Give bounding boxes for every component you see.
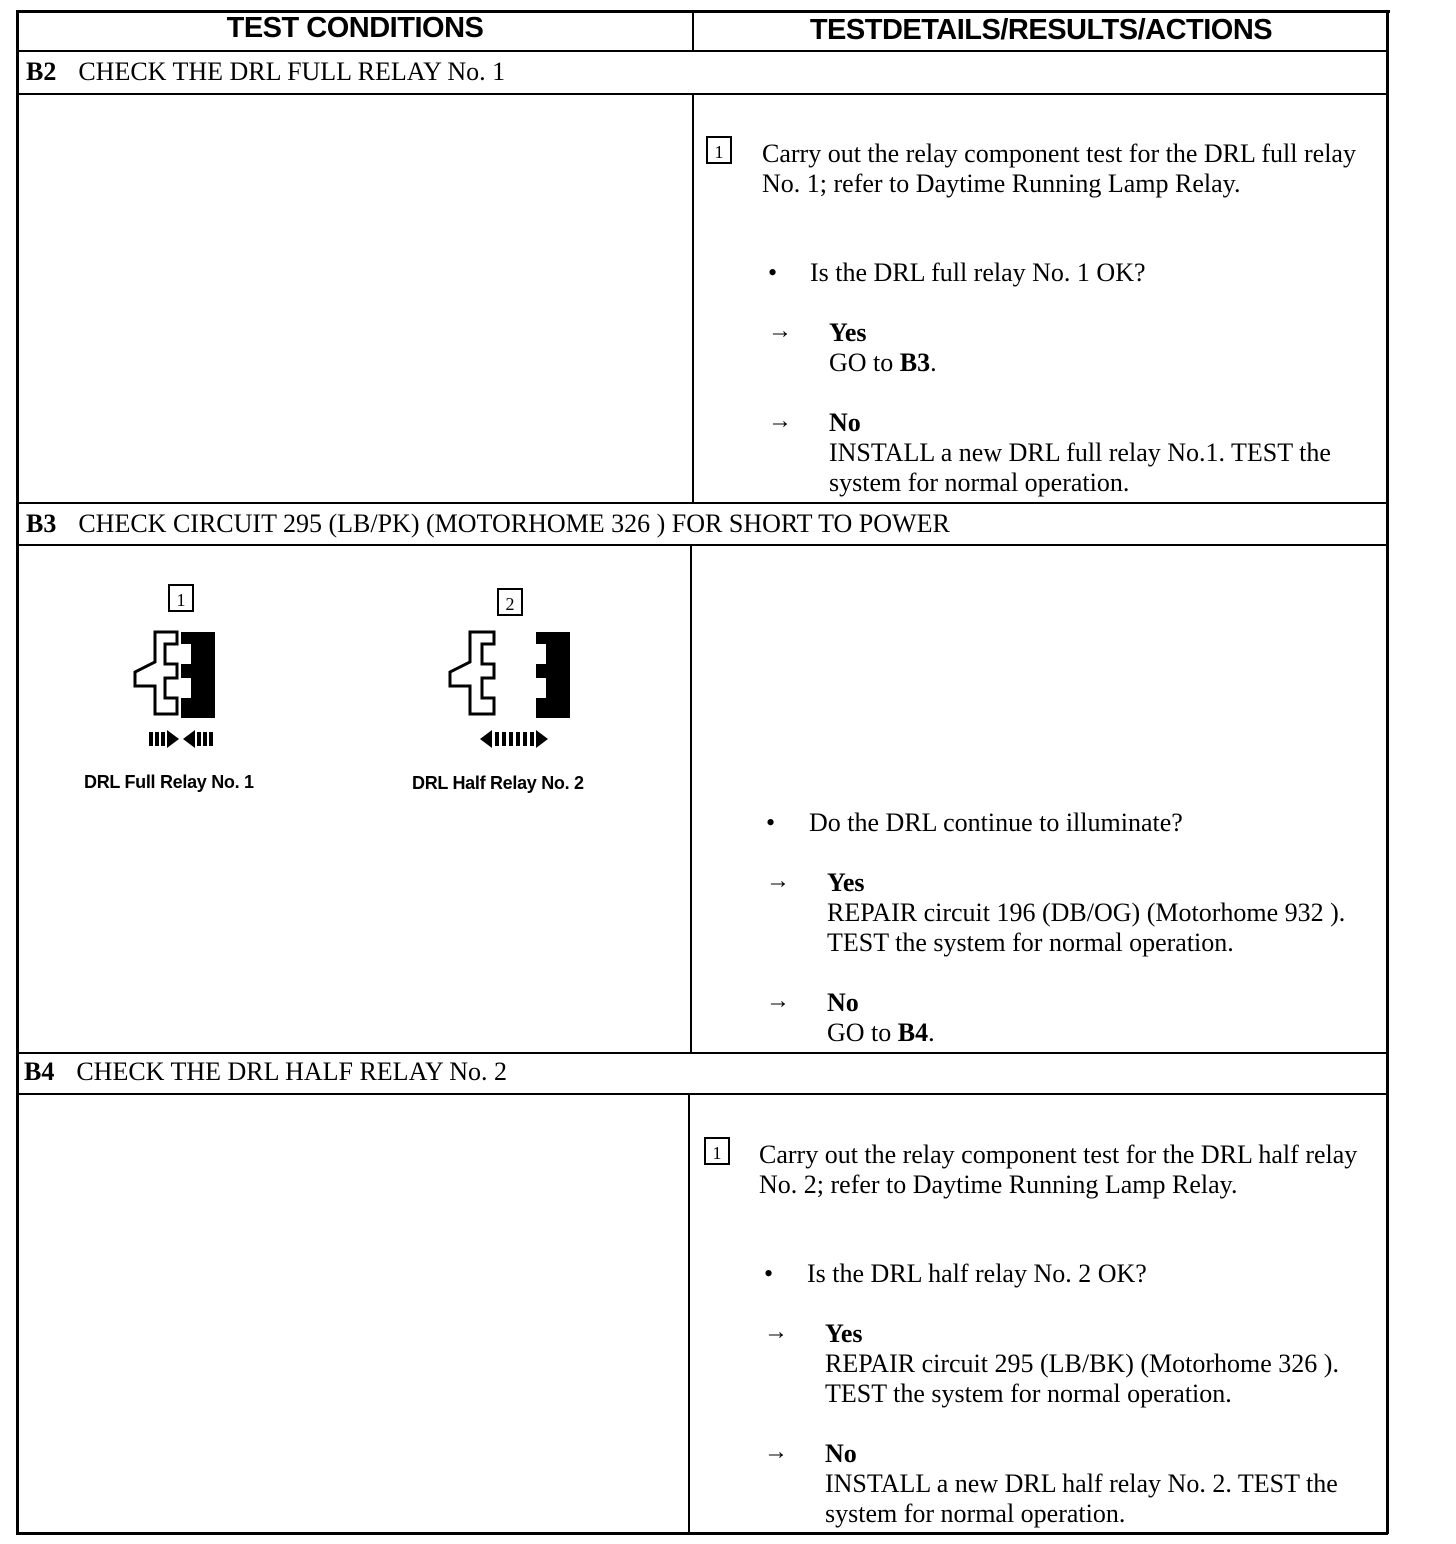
b2-bottom-divider — [18, 502, 1388, 504]
b4-no-arrow-icon: → — [764, 1439, 788, 1465]
b4-no-label: No — [825, 1439, 857, 1468]
b3-title-text: CHECK CIRCUIT 295 (LB/PK) (MOTORHOME 326 ) FOR SHORT TO POWER — [78, 509, 950, 538]
b2-no-label: No — [829, 408, 861, 437]
border-left — [16, 10, 19, 1534]
b3-yes-answer — [827, 868, 1379, 958]
header-test-details: TESTDETAILS/RESULTS/ACTIONS — [809, 14, 1273, 46]
b2-code: B2 — [26, 57, 57, 86]
b2-yes-answer — [829, 318, 1369, 378]
b3-bottom-divider — [18, 1052, 1388, 1054]
b4-yes-answer — [825, 1319, 1377, 1409]
col-divider-b3 — [690, 544, 692, 1054]
b4-question: Is the DRL half relay No. 2 OK? — [807, 1259, 1147, 1288]
b2-title-divider — [18, 93, 1388, 95]
b2-no-answer — [829, 408, 1374, 498]
b3-question-bullet: • — [766, 808, 776, 837]
b2-title-text: CHECK THE DRL FULL RELAY No. 1 — [78, 57, 506, 86]
b4-question-bullet: • — [764, 1259, 774, 1288]
b3-yes-label: Yes — [827, 868, 865, 897]
b3-figure-2-caption: DRL Half Relay No. 2 — [412, 773, 584, 793]
b4-step-text: Carry out the relay component test for the DRL half relay No. 2; refer to Daytime Running Lamp Relay. — [759, 1140, 1358, 1199]
b2-no-action: INSTALL a new DRL full relay No.1. TEST the system for normal operation. — [829, 438, 1331, 497]
b2-yes-action-prefix: GO to — [829, 348, 900, 377]
b2-yes-arrow-icon: → — [768, 318, 792, 344]
b4-yes-label: Yes — [825, 1319, 863, 1348]
b2-yes-action-ref: B3 — [899, 348, 931, 377]
b2-no-arrow-icon: → — [768, 408, 792, 434]
relay-connected-icon — [125, 628, 225, 753]
b4-yes-arrow-icon: → — [764, 1319, 788, 1345]
b4-no-action: INSTALL a new DRL half relay No. 2. TEST the system for normal operation. — [825, 1469, 1338, 1528]
b3-code: B3 — [26, 509, 57, 538]
b3-figure-1-caption: DRL Full Relay No. 1 — [84, 772, 254, 792]
header-test-conditions: TEST CONDITIONS — [226, 12, 484, 44]
relay-disconnected-icon — [442, 628, 577, 753]
b2-step-text: Carry out the relay component test for the DRL full relay No. 1; refer to Daytime Running Lamp Relay. — [762, 139, 1356, 198]
b3-no-action-ref: B4 — [897, 1018, 929, 1047]
b2-title — [26, 57, 505, 87]
b3-yes-action: REPAIR circuit 196 (DB/OG) (Motorhome 932 ). TEST the system for normal operation. — [827, 898, 1346, 957]
border-bottom — [16, 1532, 1388, 1535]
b4-title-divider — [18, 1093, 1388, 1095]
b4-yes-action: REPAIR circuit 295 (LB/BK) (Motorhome 326 ). TEST the system for normal operation. — [825, 1349, 1339, 1408]
b2-step-number-box: 1 — [706, 136, 732, 164]
border-right — [1386, 10, 1389, 1534]
b3-figure-2-number-box: 2 — [497, 588, 523, 616]
b3-question: Do the DRL continue to illuminate? — [809, 808, 1183, 837]
b2-yes-action-suffix: . — [930, 348, 937, 377]
b2-question: Is the DRL full relay No. 1 OK? — [810, 258, 1146, 287]
b4-step-number-box: 1 — [704, 1137, 730, 1165]
b3-no-action-suffix: . — [928, 1018, 935, 1047]
b3-figure-1-number-box: 1 — [168, 584, 194, 612]
b3-no-arrow-icon: → — [766, 988, 790, 1014]
b3-title — [26, 509, 950, 539]
b3-no-action-prefix: GO to — [827, 1018, 898, 1047]
b4-title — [24, 1057, 507, 1087]
b3-yes-arrow-icon: → — [766, 868, 790, 894]
b3-no-answer — [827, 988, 1367, 1048]
col-divider-b4 — [688, 1093, 690, 1534]
b4-title-text: CHECK THE DRL HALF RELAY No. 2 — [76, 1057, 508, 1086]
header-divider — [18, 50, 1388, 52]
b4-no-answer — [825, 1439, 1377, 1529]
b4-code: B4 — [24, 1057, 55, 1086]
b2-question-bullet: • — [768, 258, 778, 287]
b3-no-label: No — [827, 988, 859, 1017]
b3-title-divider — [18, 544, 1388, 546]
b2-yes-label: Yes — [829, 318, 867, 347]
col-divider-b2 — [692, 93, 694, 504]
